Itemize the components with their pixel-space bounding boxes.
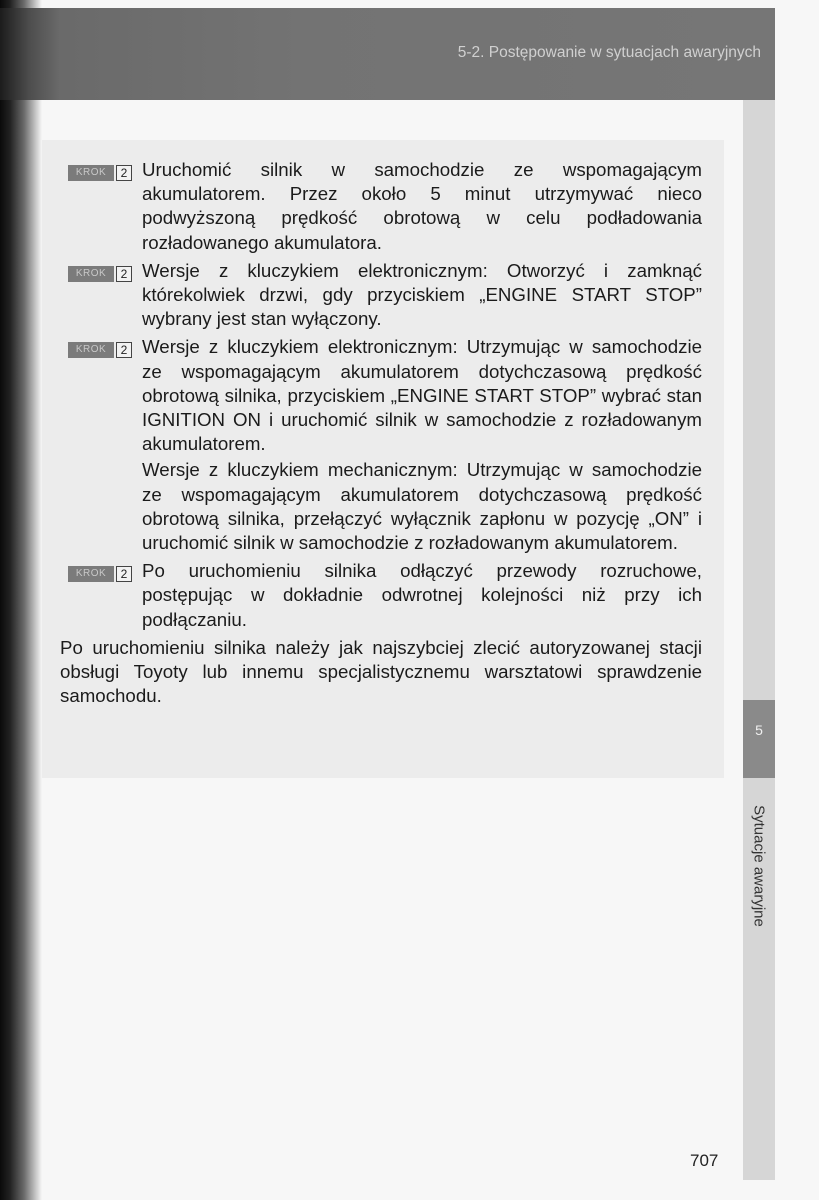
step-item (60, 335, 702, 555)
step-marker (68, 165, 132, 181)
chapter-title: Sytuacje awaryjne (750, 805, 768, 927)
step-badge: KROK (68, 342, 114, 358)
step-item (60, 559, 702, 632)
step-badge: KROK (68, 165, 114, 181)
step-number: 2 (116, 342, 132, 358)
step-item (60, 259, 702, 332)
step-marker (68, 266, 132, 282)
chapter-number: 5 (755, 722, 763, 738)
chapter-tab (743, 700, 775, 778)
step-marker (68, 566, 132, 582)
chapter-side-strip (743, 100, 775, 1180)
section-title: 5-2. Postępowanie w sytuacjach awaryjnych (457, 44, 761, 61)
step-marker (68, 342, 132, 358)
closing-paragraph: Po uruchomieniu silnika należy jak najszybciej zlecić autoryzowanej stacji obsługi Toyoty lub innemu specjalistycznemu warsztatowi sprawdzenie samochodu. (60, 636, 702, 707)
step-text: Wersje z kluczykiem mechanicznym: Utrzymując w samochodzie ze wspomagającym akumulatorem dotychczasową prędkość obrotową silnika, przełączyć wyłącznik zapłonu w pozycję „ON” i uruchomić silnik w samochodzie z rozładowanym akumulatorem. (142, 459, 702, 554)
step-text: Po uruchomieniu silnika odłączyć przewody rozruchowe, postępując w dokładnie odwrotnej kolejności niż przy ich podłączaniu. (142, 560, 702, 630)
step-badge: KROK (68, 566, 114, 582)
page-header (0, 8, 775, 100)
step-number: 2 (116, 165, 132, 181)
step-text: Wersje z kluczykiem elektronicznym: Utrzymując w samochodzie ze wspomagającym akumulatorem dotychczasową prędkość obrotową silnika, przyciskiem „ENGINE START STOP” wybrać stan IGNITION ON i uruchomić silnik w samochodzie z rozładowanym akumulatorem. (142, 336, 702, 455)
step-text: Wersje z kluczykiem elektronicznym: Otworzyć i zamknąć którekolwiek drzwi, gdy przyciskiem „ENGINE START STOP” wybrany jest stan wyłączony. (142, 259, 702, 330)
page-number: 707 (690, 1151, 719, 1170)
page-content (60, 158, 702, 708)
binding-shadow (0, 0, 42, 1200)
step-number: 2 (116, 566, 132, 582)
step-text: Uruchomić silnik w samochodzie ze wspomagającym akumulatorem. Przez około 5 minut utrzymywać nieco podwyższoną prędkość obrotową w celu podładowania rozładowanego akumulatora. (142, 159, 702, 253)
step-item (60, 158, 702, 255)
step-badge: KROK (68, 266, 114, 282)
step-number: 2 (116, 266, 132, 282)
